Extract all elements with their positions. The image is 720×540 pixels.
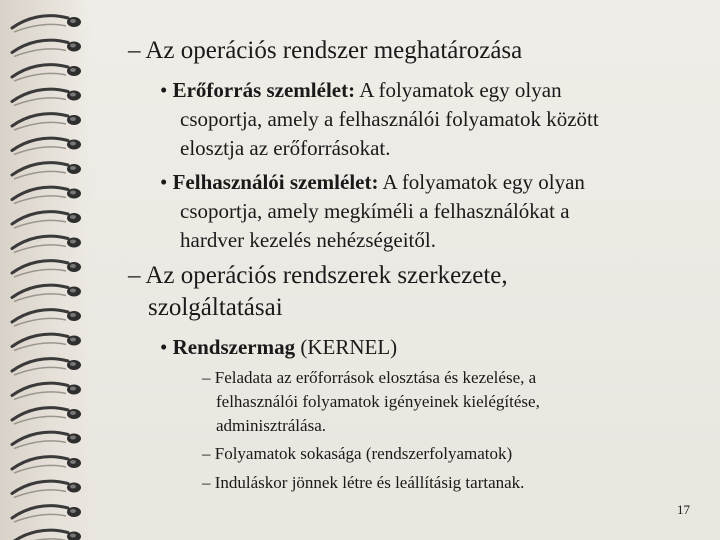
- spiral-ring: [12, 432, 81, 448]
- bullet-user-view-line2: csoportja, amely megkíméli a felhasználókat a: [180, 199, 570, 223]
- spiral-ring: [12, 261, 81, 277]
- spiral-ring: [12, 383, 81, 399]
- spiral-binding: [6, 0, 86, 540]
- sub-item-task-line3: adminisztrálása.: [216, 416, 326, 435]
- bullet-resource-view-line3: elosztja az erőforrásokat.: [180, 136, 391, 160]
- spiral-ring: [12, 506, 81, 522]
- bullet-marker: •: [160, 335, 168, 359]
- spiral-ring: [12, 163, 81, 179]
- bullet-marker: •: [160, 170, 168, 194]
- spiral-ring: [12, 310, 81, 326]
- bullet-user-view-line3: hardver kezelés nehézségeitől.: [180, 228, 436, 252]
- spiral-ring: [12, 334, 81, 350]
- sub-item-task-line2: felhasználói folyamatok igényeinek kielégítése,: [216, 392, 540, 411]
- bullet-text: A folyamatok egy olyan: [378, 170, 585, 194]
- bullet-resource-view: [160, 78, 562, 103]
- spiral-ring: [12, 236, 81, 252]
- heading-definition: – Az operációs rendszer meghatározása: [128, 37, 523, 64]
- slide-content: [98, 0, 708, 540]
- spiral-ring: [12, 481, 81, 497]
- term-kernel: Rendszermag: [172, 335, 296, 359]
- heading-structure-line2: szolgáltatásai: [148, 294, 283, 321]
- sub-item-lifetime: – Induláskor jönnek létre és leállításig tartanak.: [202, 473, 525, 492]
- spiral-ring: [12, 285, 81, 301]
- sub-item-task: – Feladata az erőforrások elosztása és kezelése, a: [202, 368, 537, 387]
- bullet-kernel: [160, 335, 397, 360]
- bullet-resource-view-line2: csoportja, amely a felhasználói folyamatok között: [180, 107, 599, 131]
- page-number: 17: [677, 502, 690, 517]
- spiral-ring: [12, 138, 81, 154]
- term-resource-view: Erőforrás szemlélet:: [172, 78, 356, 102]
- spiral-ring: [12, 408, 81, 424]
- bullet-text: (KERNEL): [295, 335, 398, 359]
- spiral-ring: [12, 40, 81, 56]
- spiral-ring: [12, 457, 81, 473]
- spiral-ring: [12, 16, 81, 32]
- bullet-marker: •: [160, 78, 168, 102]
- spiral-ring: [12, 359, 81, 375]
- spiral-ring: [12, 114, 81, 130]
- heading-structure: – Az operációs rendszerek szerkezete,: [128, 262, 508, 289]
- spiral-ring: [12, 212, 81, 228]
- spiral-ring: [12, 89, 81, 105]
- spiral-ring: [12, 187, 81, 203]
- bullet-text: A folyamatok egy olyan: [355, 78, 562, 102]
- spiral-ring: [12, 65, 81, 81]
- sub-item-processes: – Folyamatok sokasága (rendszerfolyamatok): [202, 444, 513, 463]
- bullet-user-view: [160, 170, 585, 195]
- term-user-view: Felhasználói szemlélet:: [172, 170, 379, 194]
- spiral-ring: [12, 530, 81, 540]
